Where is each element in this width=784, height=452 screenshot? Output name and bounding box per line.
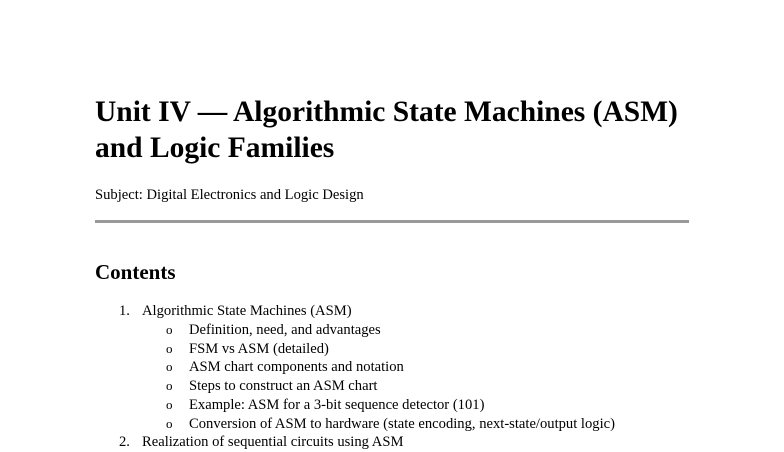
hollow-bullet-icon: o <box>166 340 173 356</box>
contents-subitem <box>142 415 615 434</box>
contents-subitem <box>142 321 615 340</box>
contents-subitem-label: Conversion of ASM to hardware (state encoding, next-state/output logic) <box>189 415 615 432</box>
contents-heading: Contents <box>95 260 176 284</box>
contents-item-number: 2. <box>119 434 130 451</box>
contents-item <box>95 302 615 433</box>
contents-subitem-label: Steps to construct an ASM chart <box>189 378 378 395</box>
contents-item <box>95 433 615 452</box>
contents-subitem-label: Example: ASM for a 3-bit sequence detector (101) <box>189 396 485 413</box>
contents-list <box>95 302 615 452</box>
hollow-bullet-icon: o <box>166 396 173 412</box>
contents-subitem <box>142 340 615 359</box>
contents-item-number: 1. <box>119 303 130 319</box>
contents-subitem <box>142 358 615 377</box>
hollow-bullet-icon: o <box>166 359 173 375</box>
contents-subitem <box>142 377 615 396</box>
contents-subitem <box>142 396 615 415</box>
contents-item-label: Realization of sequential circuits using ASM <box>142 434 404 451</box>
document-subject: Subject: Digital Electronics and Logic Design <box>95 187 364 203</box>
document-title: Unit IV — Algorithmic State Machines (ASM) and Logic Families <box>95 96 678 164</box>
hollow-bullet-icon: o <box>166 378 173 394</box>
contents-item-label: Algorithmic State Machines (ASM) <box>142 303 352 319</box>
hollow-bullet-icon: o <box>166 322 173 337</box>
hollow-bullet-icon: o <box>166 415 173 431</box>
contents-subitem-label: Definition, need, and advantages <box>189 322 381 338</box>
contents-sublist <box>142 321 615 433</box>
contents-subitem-label: ASM chart components and notation <box>189 359 404 376</box>
horizontal-rule <box>95 220 689 223</box>
contents-subitem-label: FSM vs ASM (detailed) <box>189 340 329 357</box>
